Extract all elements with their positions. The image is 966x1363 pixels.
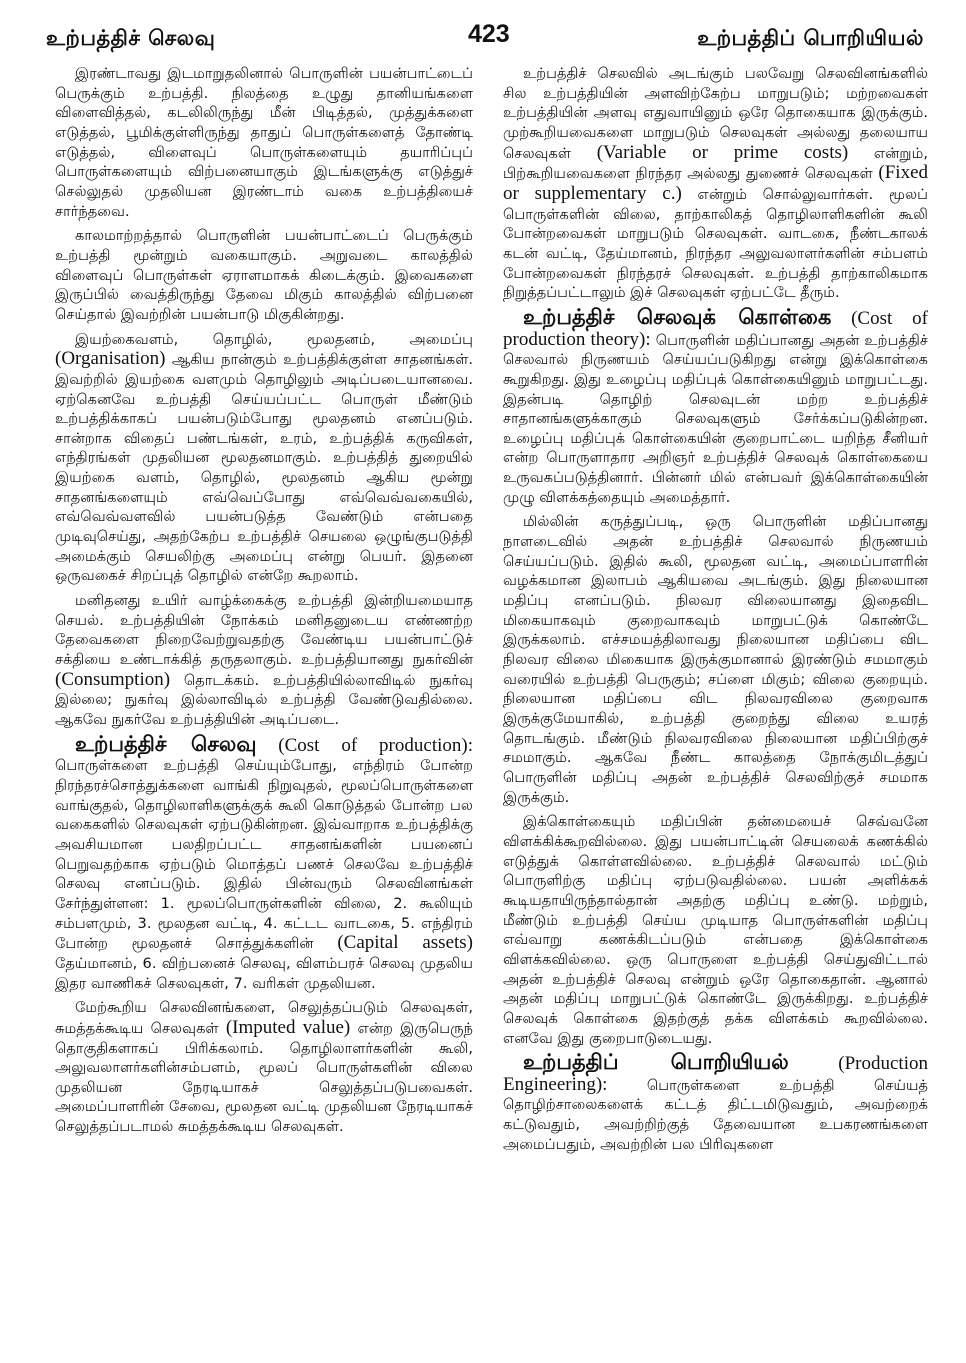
english-term: (Cost of production theory): [503,307,928,350]
english-term: (Organisation) [55,348,166,370]
page-header [0,0,966,70]
paragraph-text: இயற்கைவளம், தொழில், மூலதனம், அமைப்பு [75,330,473,348]
paragraph-text: ஆகிய நான்கும் உற்பத்திக்குள்ள சாதனங்கள். இவற்றில் இயற்கை வளமும் தொழிலும் அடிப்படையானவை. ஏற்கெனவே உற்பத்தி செய்யப்பட்ட பொருள் மீண்டும் உற்பத்திக்காகப் பயன்படும்போது மூலதனம் எனப்படும். சான்றாக விதைப் பண்டங்கள், உரம், உற்பத்திக் கருவிகள், எந்திரங்கள் முதலியன மூலதனமாகும். உற்பத்தித் துறையில் இயற்கை வளம், தொழில், மூலதனம் ஆகிய மூன்று சாதனங்களையும் எவ்வெப்போது எவ்வெவ்வகையில், எவ்வெவ்வளவில் பயன்படுத்த வேண்டும் என்பதை முடிவுசெய்து, அதற்கேற்ப உற்பத்திச் செயலை ஒழுங்குபடுத்தி அமைக்கும் செயலிற்கு அமைப்பு என்று பெயர். இதனை ஒருவகைச் சிறப்புத் தொழில் என்றே கூறலாம். [55,351,473,585]
paragraph-text: உற்பத்திச் செலவில் அடங்கும் பலவேறு செலவினங்களில் சில உற்பத்தியின் அளவிற்கேற்ப மாறுபடும்; மற்றவைகள் உற்பத்தியின் அளவு எதுவாயினும் ஒரே தொகையாக இருக்கும். முற்கூறியவைகளை மாறுபடும் செலவுகள் அல்லது தலையாய செலவுகள் [503,65,928,162]
paragraph-text: பொருள்களை உற்பத்தி செய்யத் தொழிற்சாலைகளைக் கட்டத் திட்டமிடுவதும், அவற்றைக் கட்டுவதும், அவற்றிற்குத் தேவையான உபகரணங்களை அமைப்பதும், அவற்றின் பல பிரிவுகளை [503,1076,928,1153]
entry-title: உற்பத்திப் பொறியியல் [523,1050,789,1075]
paragraph [55,330,473,587]
paragraph-text: என்றும், பிற்கூறியவைகளை நிரந்தர அல்லது துணைச் செலவுகள் [503,144,928,183]
paragraph-text: பொருளின் மதிப்பானது அதன் உற்பத்திச் செலவால் நிருணயம் செய்யப்படுகிறது என்று இக்கொள்கை கூறுகிறது. இது உழைப்பு மதிப்புக் கொள்கையினும் மாறுபட்டது. இதன்படி தொழிற் செலவுடன் மற்ற உற்பத்திச் சாதானங்களுக்காகும் செலவுகளும் சேர்க்கப்படுகின்றன. உழைப்பு மதிப்புக் கொள்கையின் குறைபாட்டை யறிந்த சீனியர் என்ற பொருளாதார அறிஞர் உற்பத்திச் செலவுக் கொள்கையை உருவகப்படுத்தினார். பின்னர் மில் என்பவர் இக்கொள்கையின் முழு விளக்கத்தையும் அமைத்தார். [503,331,928,506]
paragraph-text: மனிதனது உயிர் வாழ்க்கைக்கு உற்பத்தி இன்றியமையாத செயல். உற்பத்தியின் நோக்கம் மனிதனுடைய எண்ணற்ற தேவைகளை நிறைவேற்றுவதற்கு வேண்டிய பயன்பாட்டுச் சக்தியை உண்டாக்கித் தருதலாகும். உற்பத்தியானது நுகர்வின் [55,592,473,669]
entry-paragraph [55,731,473,994]
entry-paragraph [503,1050,928,1154]
english-term: (Fixed or supplementary c.) [503,162,928,204]
paragraph: இரண்டாவது இடமாறுதலினால் பொருளின் பயன்பாட்டைப் பெருக்கும் உற்பத்தி. நிலத்தை உழுது தானியங்களை விளைவித்தல், கடலிலிருந்து மீன் பிடித்தல், முத்துக்களை எடுத்தல், பூமிக்குள்ளிருந்து தாதுப் பொருள்களைத் தோண்டி எடுத்தல், விளைவுப் பொருள்களையும் தயாரிப்புப் பொருள்களையும் விற்பனையாகும் இடங்களுக்கு எடுத்துச் செல்லுதல் முதலியன இரண்டாம் வகை உற்பத்தியைச் சார்ந்தவை. [55,65,473,220]
right-column [503,64,928,1360]
english-term: (Production Engineering): [503,1053,928,1095]
paragraph-text: என்றும் சொல்லுவார்கள். மூலப் பொருள்களின் விலை, தாற்காலிகத் தொழிலாளிகளின் கூலி போன்றவைகள் மாறுபடும் செலவுகள். வாடகை, நீண்டகாலக் கடன் வட்டி, தேய்மானம், நிரந்தர அலுவலாளர்களின் சம்பளம் போன்றவைகள் நிரந்தரச் செலவுகள். உற்பத்தி தாற்காலிகமாக நிறுத்தப்பட்டாலும் இச் செலவுகள் ஏற்பட்டே தீரும். [503,185,928,302]
paragraph [55,998,473,1137]
left-column [55,64,473,1360]
english-term: (Consumption) [55,668,171,690]
english-term: (Capital assets) [337,932,473,954]
english-term: (Cost of production): [278,734,473,756]
english-term: (Variable or prime costs) [596,141,849,163]
paragraph-text: மேற்கூறிய செலவினங்களை, செலுத்தப்படும் செலவுகள், சுமத்தக்கூடிய செலவுகள் [55,999,473,1037]
entry-paragraph [503,304,928,508]
paragraph: காலமாற்றத்தால் பொருளின் பயன்பாட்டைப் பெருக்கும் உற்பத்தி மூன்றும் வகையாகும். அறுவடை காலத்தில் விளைவுப் பொருள்கள் ஏராளமாகக் கிடைக்கும். இவைகளை இருப்பில் வைத்திருந்து தேவை மிகும் காலத்தில் விற்பனை செய்தால் இவற்றின் பயன்பாடு மிகுகின்றது. [55,227,473,323]
page-number: 423 [468,20,510,48]
paragraph-text: என்ற இருபெருந் தொகுதிகளாகப் பிரிக்கலாம். தொழிலாளர்களின் கூலி, அலுவலாளர்களின்சம்பளம், மூலப் பொருள்களின் விலை முதலியன நேரடியாகச் செலுத்தப்படுபவைகள். அமைப்பாளரின் சேவை, மூலதன வட்டி முதலியன நேரடியாகச் செலுத்தப்படாமல் சுமத்தக்கூடிய செலவுகள். [55,1019,473,1136]
english-term: (Imputed value) [225,1016,351,1038]
paragraph: இக்கொள்கையும் மதிப்பின் தன்மையைச் செவ்வனே விளக்கிக்கூறவில்லை. இது பயன்பாட்டின் செயலைக் கணக்கில் எடுத்துக் கொள்ளவில்லை. உற்பத்திச் செலவால் மட்டும் பொருளிற்கு மதிப்பு ஏற்படுவதில்லை. பயன் அளிக்கக் கூடியதாயிருந்தால்தான் அதற்கு மதிப்பு உண்டு. மற்றும், மீண்டும் உற்பத்தி செய்ய முடியாத பொருள்களின் மதிப்பு எவ்வாறு கணக்கிடப்படும் என்பதை இக்கொள்கை விளக்கவில்லை. ஒரு பொருளை உற்பத்தி செய்துவிட்டால் அதன் உற்பத்திச் செலவு என்றும் ஒரே தொகைதான். ஆனால் அதன் மதிப்பு மாறுபட்டுக் கொண்டே இருக்கிறது. உற்பத்திச் செலவுக் கொள்கை இதற்குத் தக்க விளக்கம் கூறவில்லை. எனவே இது குறைபாடுடையது. [503,813,928,1047]
paragraph-text: தேய்மானம், 6. விற்பனைச் செலவு, விளம்பரச் செலவு முதலிய இதர வாணிகச் செலவுகள், 7. வரிகள் முதலியன. [55,954,473,992]
paragraph: மில்லின் கருத்துப்படி, ஒரு பொருளின் மதிப்பானது நாளடைவில் அதன் உற்பத்திச் செலவால் நிருணயம் செய்யப்படும். இதில் கூலி, மூலதன வட்டி, அமைப்பாளரின் வழக்கமான இலாபம் ஆகியவை அடங்கும். இது நிலையான மதிப்பு எனப்படும். நிலவர விலையானது இதைவிட மிகையாகவும் குறைவாகவும் மாறுபட்டுக் கொண்டே இருக்கலாம். எச்சமயத்திலாவது நிலையான மதிப்பை விட நிலவர விலை மிகையாக இருக்குமானால் இரண்டும் சமமாகும் வரையில் உற்பத்தி பெருகும்; சப்ளை மிகும்; விலை குறையும். நிலையான மதிப்பை விட நிலவரவிலை குறைவாக இருக்குமேயாகில், உற்பத்தி குறைந்து விலை உயரத் தொடங்கும். மீண்டும் நிலவரவிலை நிலையான மதிப்பிற்குச் சமமாகும். ஆகவே நீண்ட காலத்தை நோக்குமிடத்துப் பொருளின் மதிப்பு அதன் உற்பத்திச் செலவிற்குச் சமமாக இருக்கும். [503,513,928,806]
entry-title: உற்பத்திச் செலவுக் கொள்கை [523,304,832,329]
entry-title: உற்பத்திச் செலவு [75,731,257,756]
paragraph [55,591,473,730]
paragraph [503,64,928,303]
running-head-right: உற்பத்திப் பொறியியல் [697,26,924,50]
paragraph-text: தொடக்கம். உற்பத்தியில்லாவிடில் நுகர்வு இல்லை; நுகர்வு இல்லாவிடில் உற்பத்தி வேண்டுவதில்லை. ஆகவே நுகர்வே உற்பத்தியின் அடிப்படை. [55,671,473,728]
running-head-left: உற்பத்திச் செலவு [46,26,216,50]
paragraph-text: பொருள்களை உற்பத்தி செய்யும்போது, எந்திரம் போன்ற நிரந்தரச்சொத்துக்களை வாங்கி நிறுவுதல், மூலப்பொருள்களை வாங்குதல், தொழிலாளிகளுக்குக் கூலி கொடுத்தல் போன்ற பல வகைகளில் செலவுகள் ஏற்படுகின்றன. இவ்வாறாக உற்பத்திக்கு அவசியமான பலதிறப்பட்ட சாதனங்களின் பயனைப் பெறுவதற்காக ஏற்படும் மொத்தப் பணச் செலவே உற்பத்திச் செலவு எனப்படும். இதில் பின்வரும் செலவினங்கள் சேர்ந்துள்ளன: 1. மூலப்பொருள்களின் விலை, 2. கூலியும் சம்பளமும், 3. மூலதன வட்டி, 4. கட்டட வாடகை, 5. எந்திரம் போன்ற மூலதனச் சொத்துக்களின் [55,757,473,953]
